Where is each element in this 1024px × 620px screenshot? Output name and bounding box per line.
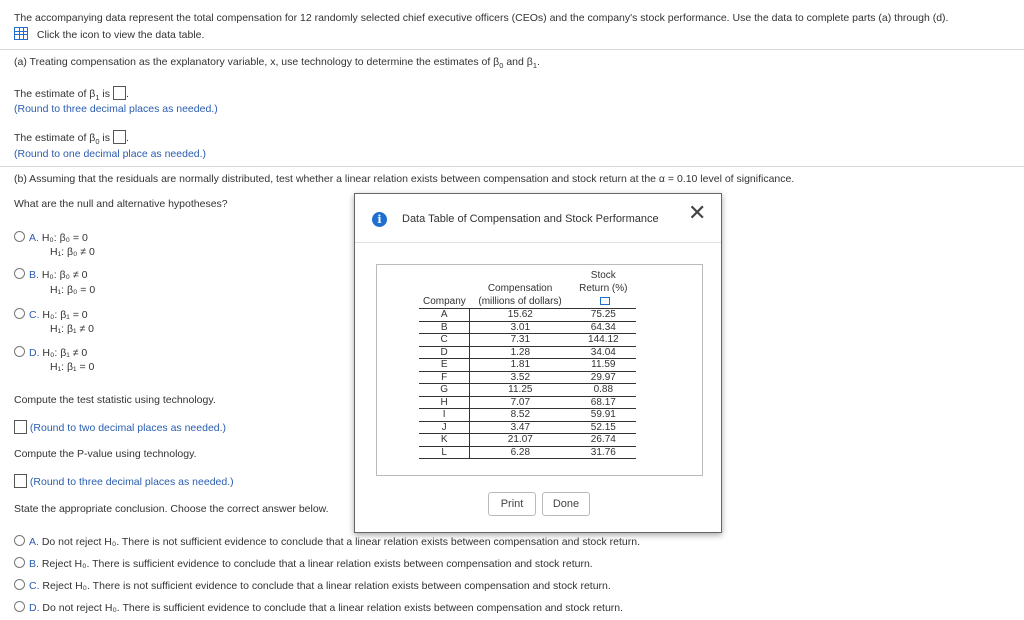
data-table-dialog (354, 193, 722, 533)
divider (0, 166, 1024, 167)
table-cell-company: E (419, 359, 470, 372)
table-row (419, 334, 636, 347)
radio-button[interactable] (14, 268, 25, 279)
dialog-header (355, 194, 721, 243)
b1-hint: (Round to three decimal places as needed.) (14, 103, 218, 115)
hyp-option-c[interactable]: C. H₀: β₁ = 0 (14, 308, 88, 321)
table-cell-comp: 3.52 (470, 371, 571, 384)
b1-prompt: The estimate of $\beta_1$ is . (14, 88, 129, 103)
b0-prompt: The estimate of $\beta_0$ is . (14, 132, 129, 147)
table-cell-company: C (419, 334, 470, 347)
info-icon: i (372, 212, 387, 227)
table-cell-ret: 34.04 (570, 346, 636, 359)
table-row (419, 359, 636, 372)
table-row (419, 371, 636, 384)
column-header-compensation: Compensation (millions of dollars) (470, 269, 571, 309)
hyp-option-b-h1: H₁: β₀ = 0 (50, 284, 96, 296)
conclusion-option-c[interactable]: C. Reject H₀. There is not sufficient evidence to conclude that a linear relation exists between compensation and stock return. (14, 579, 611, 592)
table-cell-comp: 8.52 (470, 409, 571, 422)
b1-answer-input[interactable] (113, 86, 126, 100)
column-header-company: Company (419, 269, 470, 309)
radio-button[interactable] (14, 308, 25, 319)
table-cell-comp: 11.25 (470, 384, 571, 397)
table-cell-comp: 15.62 (470, 309, 571, 322)
table-row (419, 409, 636, 422)
print-button[interactable]: Print (488, 492, 536, 516)
pvalue-hint: (Round to three decimal places as needed.) (29, 476, 234, 488)
table-icon[interactable] (14, 27, 28, 40)
view-table-link[interactable] (14, 27, 204, 41)
table-row (419, 434, 636, 447)
table-cell-company: G (419, 384, 470, 397)
table-cell-ret: 31.76 (570, 446, 636, 459)
table-row (419, 309, 636, 322)
table-cell-comp: 3.01 (470, 321, 571, 334)
table-cell-company: J (419, 421, 470, 434)
hypotheses-question: What are the null and alternative hypotheses? (14, 198, 228, 210)
close-icon[interactable]: ✕ (688, 200, 707, 225)
copy-icon[interactable] (600, 297, 610, 305)
table-row (419, 321, 636, 334)
b0-answer-input[interactable] (113, 130, 126, 144)
table-cell-company: K (419, 434, 470, 447)
view-table-text[interactable]: Click the icon to view the data table. (36, 29, 205, 41)
divider (0, 49, 1024, 50)
table-cell-comp: 21.07 (470, 434, 571, 447)
conclusion-option-b[interactable]: B. Reject H₀. There is sufficient evidence to conclude that a linear relation exists between compensation and stock return. (14, 557, 593, 570)
table-cell-ret: 11.59 (570, 359, 636, 372)
data-table (419, 269, 636, 459)
table-cell-ret: 29.97 (570, 371, 636, 384)
hyp-option-b[interactable]: B. H₀: β₀ ≠ 0 (14, 268, 87, 281)
test-stat-row (14, 420, 226, 434)
table-cell-comp: 6.28 (470, 446, 571, 459)
hyp-option-a[interactable]: A. H₀: β₀ = 0 (14, 231, 88, 244)
radio-button[interactable] (14, 601, 25, 612)
table-cell-company: A (419, 309, 470, 322)
radio-button[interactable] (14, 346, 25, 357)
table-cell-comp: 3.47 (470, 421, 571, 434)
radio-button[interactable] (14, 231, 25, 242)
test-stat-hint: (Round to two decimal places as needed.) (29, 422, 227, 434)
radio-button[interactable] (14, 557, 25, 568)
table-cell-ret: 26.74 (570, 434, 636, 447)
table-cell-company: I (419, 409, 470, 422)
b0-hint: (Round to one decimal place as needed.) (14, 148, 207, 160)
table-cell-ret: 75.25 (570, 309, 636, 322)
hyp-option-a-h1: H₁: β₀ ≠ 0 (50, 246, 95, 258)
conclusion-label: State the appropriate conclusion. Choose the correct answer below. (14, 503, 329, 515)
done-button[interactable]: Done (542, 492, 590, 516)
table-cell-comp: 7.31 (470, 334, 571, 347)
data-table-panel (376, 264, 703, 476)
table-cell-comp: 1.28 (470, 346, 571, 359)
table-cell-comp: 7.07 (470, 396, 571, 409)
table-row (419, 346, 636, 359)
conclusion-option-a[interactable]: A. Do not reject H₀. There is not sufficient evidence to conclude that a linear relation exists between compensation and stock return. (14, 535, 640, 548)
conclusion-option-d[interactable]: D. Do not reject H₀. There is sufficient evidence to conclude that a linear relation exists between compensation and stock return. (14, 601, 623, 614)
table-cell-company: L (419, 446, 470, 459)
table-row (419, 446, 636, 459)
table-cell-ret: 52.15 (570, 421, 636, 434)
test-stat-label: Compute the test statistic using technology. (14, 394, 216, 406)
table-cell-ret: 68.17 (570, 396, 636, 409)
table-cell-ret: 64.34 (570, 321, 636, 334)
pvalue-input[interactable] (14, 474, 27, 488)
column-header-stock-return: Stock Return (%) (570, 269, 636, 309)
table-cell-ret: 144.12 (570, 334, 636, 347)
table-cell-ret: 59.91 (570, 409, 636, 422)
table-cell-company: D (419, 346, 470, 359)
intro-text: The accompanying data represent the total compensation for 12 randomly selected chief executive officers (CEOs) and the company's stock performance. Use the data to complete parts (a) through (d). (14, 12, 949, 24)
pvalue-label: Compute the P-value using technology. (14, 448, 197, 460)
table-row (419, 384, 636, 397)
table-cell-company: F (419, 371, 470, 384)
dialog-title: Data Table of Compensation and Stock Performance (402, 213, 659, 225)
table-cell-comp: 1.81 (470, 359, 571, 372)
radio-button[interactable] (14, 579, 25, 590)
table-cell-company: H (419, 396, 470, 409)
table-row (419, 421, 636, 434)
hyp-option-d[interactable]: D. H₀: β₁ ≠ 0 (14, 346, 87, 359)
pvalue-row (14, 474, 234, 488)
radio-button[interactable] (14, 535, 25, 546)
table-row (419, 396, 636, 409)
table-cell-company: B (419, 321, 470, 334)
table-cell-ret: 0.88 (570, 384, 636, 397)
part-a-heading: (a) Treating compensation as the explanatory variable, x, use technology to determine the estimates of $\beta_0$ and $\beta_1$. (14, 56, 540, 71)
hyp-option-c-h1: H₁: β₁ ≠ 0 (50, 323, 94, 335)
test-stat-input[interactable] (14, 420, 27, 434)
part-b-heading: (b) Assuming that the residuals are normally distributed, test whether a linear relation exists between compensation and stock return at the α = 0.10 level of significance. (14, 173, 795, 185)
hyp-option-d-h1: H₁: β₁ = 0 (50, 361, 95, 373)
